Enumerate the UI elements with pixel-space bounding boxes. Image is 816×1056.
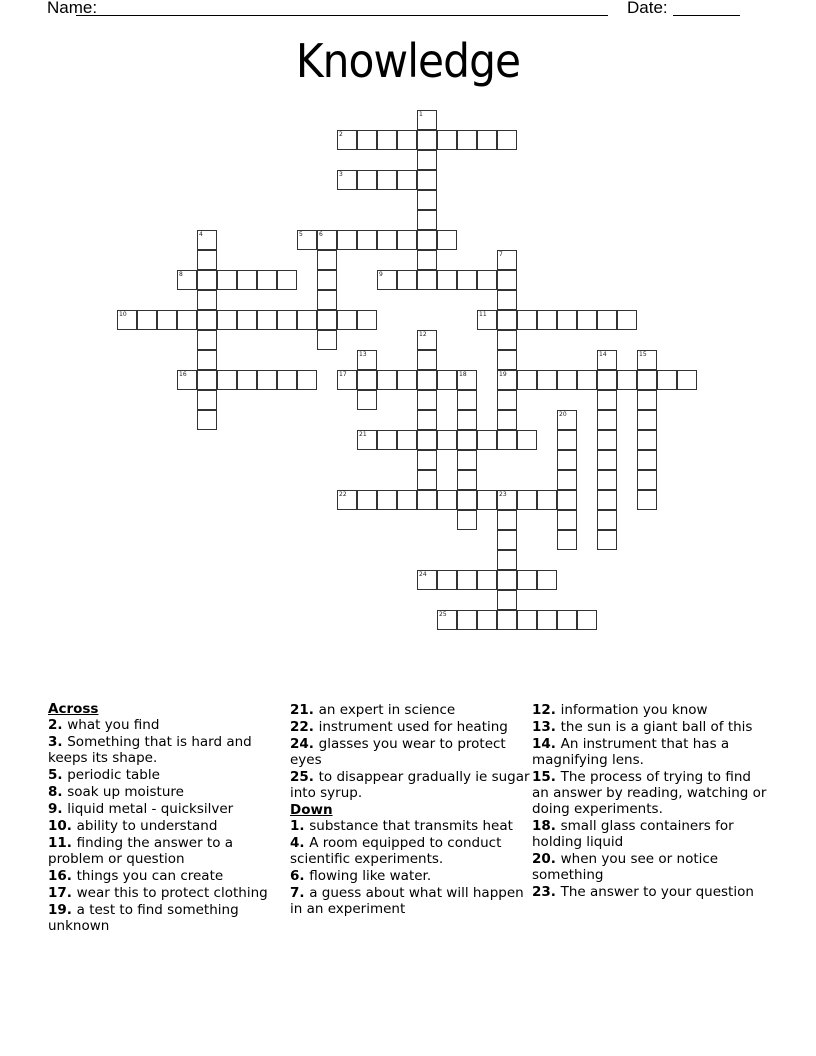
cell-number: 6: [319, 231, 323, 238]
grid-cell[interactable]: [377, 370, 397, 390]
grid-cell[interactable]: [357, 170, 377, 190]
grid-cell[interactable]: [597, 430, 617, 450]
grid-cell[interactable]: [657, 370, 677, 390]
grid-cell[interactable]: [277, 270, 297, 290]
across-clue: [48, 801, 278, 817]
grid-cell[interactable]: [417, 470, 437, 490]
grid-cell[interactable]: [637, 350, 657, 370]
clue-number: 8.: [48, 784, 68, 800]
clue-text: a test to find something unknown: [48, 902, 239, 934]
grid-cell[interactable]: [357, 490, 377, 510]
grid-cell[interactable]: [197, 390, 217, 410]
grid-cell[interactable]: [437, 570, 457, 590]
grid-cell[interactable]: [177, 370, 197, 390]
clue-text: a guess about what will happen in an experiment: [290, 885, 524, 917]
grid-cell[interactable]: [537, 370, 557, 390]
grid-cell[interactable]: [497, 350, 517, 370]
across-heading: Across: [48, 701, 99, 717]
clue-number: 21.: [290, 702, 319, 718]
grid-cell[interactable]: [457, 390, 477, 410]
cell-number: 2: [339, 131, 343, 138]
grid-cell[interactable]: [417, 230, 437, 250]
clue-number: 10.: [48, 818, 77, 834]
grid-cell[interactable]: [477, 610, 497, 630]
grid-cell[interactable]: [417, 570, 437, 590]
grid-cell[interactable]: [517, 370, 537, 390]
grid-cell[interactable]: [197, 410, 217, 430]
grid-cell[interactable]: [457, 570, 477, 590]
grid-cell[interactable]: [437, 490, 457, 510]
grid-cell[interactable]: [297, 310, 317, 330]
across-clue: [48, 835, 278, 867]
grid-cell[interactable]: [417, 110, 437, 130]
grid-cell[interactable]: [417, 350, 437, 370]
grid-cell[interactable]: [417, 130, 437, 150]
clues-column-1: [48, 700, 278, 935]
grid-cell[interactable]: [477, 310, 497, 330]
grid-cell[interactable]: [457, 130, 477, 150]
grid-cell[interactable]: [497, 610, 517, 630]
cell-number: 23: [499, 491, 507, 498]
clue-number: 16.: [48, 868, 77, 884]
clue-text: when you see or notice something: [532, 851, 719, 883]
grid-cell[interactable]: [377, 170, 397, 190]
clue-text: the sun is a giant ball of this: [560, 719, 753, 735]
date-label: Date:: [627, 0, 668, 17]
grid-cell[interactable]: [357, 390, 377, 410]
cell-number: 10: [119, 311, 127, 318]
cell-number: 22: [339, 491, 347, 498]
grid-cell[interactable]: [437, 130, 457, 150]
grid-cell[interactable]: [417, 210, 437, 230]
clue-text: soak up moisture: [67, 784, 184, 800]
grid-cell[interactable]: [457, 410, 477, 430]
down-clue: [290, 868, 530, 884]
clue-number: 20.: [532, 851, 561, 867]
cell-number: 25: [439, 611, 447, 618]
grid-cell[interactable]: [477, 490, 497, 510]
grid-cell[interactable]: [197, 330, 217, 350]
grid-cell[interactable]: [637, 470, 657, 490]
puzzle-title: Knowledge: [295, 34, 521, 88]
cell-number: 12: [419, 331, 427, 338]
grid-cell[interactable]: [517, 570, 537, 590]
cell-number: 3: [339, 171, 343, 178]
grid-cell[interactable]: [517, 310, 537, 330]
grid-cell[interactable]: [397, 270, 417, 290]
down-clue: [290, 885, 530, 917]
grid-cell[interactable]: [357, 430, 377, 450]
grid-cell[interactable]: [437, 610, 457, 630]
down-clue: [532, 818, 772, 850]
grid-cell[interactable]: [517, 610, 537, 630]
grid-cell[interactable]: [357, 130, 377, 150]
grid-cell[interactable]: [417, 170, 437, 190]
down-clue: [532, 702, 772, 718]
across-clue: [48, 734, 278, 766]
grid-cell[interactable]: [557, 490, 577, 510]
grid-cell[interactable]: [197, 250, 217, 270]
grid-cell[interactable]: [197, 270, 217, 290]
cell-number: 14: [599, 351, 607, 358]
grid-cell[interactable]: [337, 230, 357, 250]
clue-text: finding the answer to a problem or question: [48, 835, 234, 867]
grid-cell[interactable]: [117, 310, 137, 330]
grid-cell[interactable]: [197, 370, 217, 390]
grid-cell[interactable]: [477, 430, 497, 450]
clue-number: 22.: [290, 719, 319, 735]
clue-number: 25.: [290, 769, 319, 785]
grid-cell[interactable]: [417, 250, 437, 270]
grid-cell[interactable]: [597, 450, 617, 470]
grid-cell[interactable]: [597, 310, 617, 330]
crossword-grid: [117, 110, 717, 650]
clue-text: things you can create: [76, 868, 224, 884]
grid-cell[interactable]: [177, 270, 197, 290]
grid-cell[interactable]: [137, 310, 157, 330]
grid-cell[interactable]: [557, 430, 577, 450]
grid-cell[interactable]: [337, 130, 357, 150]
grid-cell[interactable]: [197, 310, 217, 330]
grid-cell[interactable]: [397, 130, 417, 150]
grid-cell[interactable]: [597, 390, 617, 410]
grid-cell[interactable]: [417, 370, 437, 390]
clues-column-3: [532, 702, 772, 901]
grid-cell[interactable]: [497, 550, 517, 570]
across-clue: [48, 868, 278, 884]
clue-text: small glass containers for holding liquid: [532, 818, 734, 850]
clue-number: 7.: [290, 885, 310, 901]
grid-cell[interactable]: [417, 430, 437, 450]
grid-cell[interactable]: [637, 450, 657, 470]
across-clue: [290, 702, 530, 718]
cell-number: 5: [299, 231, 303, 238]
clue-number: 5.: [48, 767, 68, 783]
grid-cell[interactable]: [637, 370, 657, 390]
grid-cell[interactable]: [417, 390, 437, 410]
grid-cell[interactable]: [477, 270, 497, 290]
grid-cell[interactable]: [417, 190, 437, 210]
grid-cell[interactable]: [337, 170, 357, 190]
clue-number: 3.: [48, 734, 68, 750]
clue-text: The answer to your question: [560, 884, 754, 900]
grid-cell[interactable]: [317, 310, 337, 330]
grid-cell[interactable]: [437, 430, 457, 450]
down-clue: [290, 818, 530, 834]
cell-number: 4: [199, 231, 203, 238]
grid-cell[interactable]: [377, 130, 397, 150]
clue-number: 4.: [290, 835, 310, 851]
across-clue: [48, 784, 278, 800]
across-clue: [48, 717, 278, 733]
worksheet-header: [0, 0, 816, 22]
grid-cell[interactable]: [597, 510, 617, 530]
grid-cell[interactable]: [497, 310, 517, 330]
grid-cell[interactable]: [517, 490, 537, 510]
cell-number: 24: [419, 571, 427, 578]
grid-cell[interactable]: [597, 470, 617, 490]
grid-cell[interactable]: [637, 410, 657, 430]
grid-cell[interactable]: [377, 270, 397, 290]
grid-cell[interactable]: [497, 370, 517, 390]
down-clue: [532, 719, 772, 735]
clue-number: 14.: [532, 736, 561, 752]
grid-cell[interactable]: [397, 370, 417, 390]
grid-cell[interactable]: [317, 250, 337, 270]
clue-text: to disappear gradually ie sugar into syrup.: [290, 769, 530, 801]
grid-cell[interactable]: [437, 270, 457, 290]
grid-cell[interactable]: [237, 370, 257, 390]
clue-text: glasses you wear to protect eyes: [290, 736, 506, 768]
grid-cell[interactable]: [557, 410, 577, 430]
grid-cell[interactable]: [617, 370, 637, 390]
clue-number: 15.: [532, 769, 561, 785]
grid-cell[interactable]: [157, 310, 177, 330]
grid-cell[interactable]: [257, 370, 277, 390]
grid-cell[interactable]: [517, 430, 537, 450]
grid-cell[interactable]: [197, 230, 217, 250]
grid-cell[interactable]: [497, 130, 517, 150]
grid-cell[interactable]: [497, 330, 517, 350]
grid-cell[interactable]: [377, 430, 397, 450]
clue-text: liquid metal - quicksilver: [67, 801, 234, 817]
clue-number: 23.: [532, 884, 561, 900]
grid-cell[interactable]: [497, 590, 517, 610]
clue-text: periodic table: [67, 767, 160, 783]
clues-column-2: [290, 702, 530, 918]
across-clue: [48, 818, 278, 834]
grid-cell[interactable]: [317, 330, 337, 350]
grid-cell[interactable]: [417, 410, 437, 430]
grid-cell[interactable]: [537, 570, 557, 590]
grid-cell[interactable]: [177, 310, 197, 330]
grid-cell[interactable]: [597, 490, 617, 510]
grid-cell[interactable]: [297, 230, 317, 250]
cell-number: 15: [639, 351, 647, 358]
grid-cell[interactable]: [617, 310, 637, 330]
clue-text: wear this to protect clothing: [76, 885, 268, 901]
clue-text: substance that transmits heat: [309, 818, 513, 834]
grid-cell[interactable]: [377, 230, 397, 250]
grid-cell[interactable]: [337, 490, 357, 510]
grid-cell[interactable]: [497, 570, 517, 590]
clue-text: instrument used for heating: [318, 719, 508, 735]
grid-cell[interactable]: [437, 230, 457, 250]
grid-cell[interactable]: [497, 290, 517, 310]
clue-text: A room equipped to conduct scientific experiments.: [290, 835, 502, 867]
cell-number: 21: [359, 431, 367, 438]
clue-number: 11.: [48, 835, 77, 851]
grid-cell[interactable]: [557, 450, 577, 470]
grid-cell[interactable]: [357, 310, 377, 330]
grid-cell[interactable]: [497, 490, 517, 510]
grid-cell[interactable]: [497, 270, 517, 290]
clue-text: The process of trying to find an answer by reading, watching or doing experiments.: [532, 769, 767, 817]
cell-number: 13: [359, 351, 367, 358]
across-clue: [48, 767, 278, 783]
grid-cell[interactable]: [357, 370, 377, 390]
grid-cell[interactable]: [537, 610, 557, 630]
grid-cell[interactable]: [497, 430, 517, 450]
across-clue: [48, 885, 278, 901]
across-clue: [290, 736, 530, 768]
cell-number: 9: [379, 271, 383, 278]
cell-number: 16: [179, 371, 187, 378]
clue-text: ability to understand: [76, 818, 218, 834]
grid-cell[interactable]: [197, 350, 217, 370]
down-clue: [532, 736, 772, 768]
grid-cell[interactable]: [357, 350, 377, 370]
grid-cell[interactable]: [397, 490, 417, 510]
grid-cell[interactable]: [637, 390, 657, 410]
cell-number: 19: [499, 371, 507, 378]
clue-text: Something that is hard and keeps its shape.: [48, 734, 252, 766]
grid-cell[interactable]: [557, 310, 577, 330]
cell-number: 1: [419, 111, 423, 118]
grid-cell[interactable]: [497, 250, 517, 270]
grid-cell[interactable]: [557, 470, 577, 490]
grid-cell[interactable]: [537, 490, 557, 510]
grid-cell[interactable]: [417, 490, 437, 510]
down-clue: [532, 851, 772, 883]
grid-cell[interactable]: [217, 270, 237, 290]
grid-cell[interactable]: [497, 390, 517, 410]
grid-cell[interactable]: [317, 290, 337, 310]
grid-cell[interactable]: [417, 270, 437, 290]
grid-cell[interactable]: [277, 370, 297, 390]
grid-cell[interactable]: [337, 370, 357, 390]
grid-cell[interactable]: [297, 370, 317, 390]
clue-text: an expert in science: [318, 702, 456, 718]
grid-cell[interactable]: [397, 170, 417, 190]
clue-number: 1.: [290, 818, 310, 834]
cell-number: 20: [559, 411, 567, 418]
grid-cell[interactable]: [457, 450, 477, 470]
grid-cell[interactable]: [597, 410, 617, 430]
grid-cell[interactable]: [677, 370, 697, 390]
grid-cell[interactable]: [577, 310, 597, 330]
grid-cell[interactable]: [557, 530, 577, 550]
cell-number: 11: [479, 311, 487, 318]
grid-cell[interactable]: [597, 370, 617, 390]
grid-cell[interactable]: [457, 490, 477, 510]
cell-number: 7: [499, 251, 503, 258]
clue-number: 12.: [532, 702, 561, 718]
clue-number: 13.: [532, 719, 561, 735]
grid-cell[interactable]: [457, 510, 477, 530]
down-clue: [532, 884, 772, 900]
grid-cell[interactable]: [257, 310, 277, 330]
grid-cell[interactable]: [217, 310, 237, 330]
grid-cell[interactable]: [637, 490, 657, 510]
cell-number: 8: [179, 271, 183, 278]
clue-number: 17.: [48, 885, 77, 901]
grid-cell[interactable]: [217, 370, 237, 390]
grid-cell[interactable]: [237, 310, 257, 330]
grid-cell[interactable]: [357, 230, 377, 250]
grid-cell[interactable]: [497, 510, 517, 530]
grid-cell[interactable]: [377, 490, 397, 510]
grid-cell[interactable]: [537, 310, 557, 330]
grid-cell[interactable]: [317, 270, 337, 290]
grid-cell[interactable]: [577, 370, 597, 390]
across-clue: [290, 769, 530, 801]
clue-text: what you find: [67, 717, 160, 733]
grid-cell[interactable]: [237, 270, 257, 290]
across-clue: [48, 902, 278, 934]
grid-cell[interactable]: [397, 430, 417, 450]
grid-cell[interactable]: [417, 330, 437, 350]
down-heading: Down: [290, 802, 333, 818]
clue-text: information you know: [560, 702, 708, 718]
grid-cell[interactable]: [457, 370, 477, 390]
cell-number: 17: [339, 371, 347, 378]
grid-cell[interactable]: [337, 310, 357, 330]
grid-cell[interactable]: [597, 530, 617, 550]
grid-cell[interactable]: [557, 610, 577, 630]
clue-number: 9.: [48, 801, 68, 817]
clue-text: flowing like water.: [309, 868, 432, 884]
grid-cell[interactable]: [277, 310, 297, 330]
grid-cell[interactable]: [417, 450, 437, 470]
grid-cell[interactable]: [477, 130, 497, 150]
cell-number: 18: [459, 371, 467, 378]
grid-cell[interactable]: [317, 230, 337, 250]
clue-text: An instrument that has a magnifying lens.: [532, 736, 730, 768]
grid-cell[interactable]: [457, 610, 477, 630]
grid-cell[interactable]: [257, 270, 277, 290]
grid-cell[interactable]: [457, 470, 477, 490]
grid-cell[interactable]: [477, 570, 497, 590]
grid-cell[interactable]: [597, 350, 617, 370]
clue-number: 19.: [48, 902, 77, 918]
down-clue: [532, 769, 772, 817]
clue-number: 2.: [48, 717, 68, 733]
grid-cell[interactable]: [637, 430, 657, 450]
grid-cell[interactable]: [457, 430, 477, 450]
name-field[interactable]: [76, 15, 608, 16]
clue-number: 18.: [532, 818, 561, 834]
grid-cell[interactable]: [437, 370, 457, 390]
grid-cell[interactable]: [577, 610, 597, 630]
grid-cell[interactable]: [397, 230, 417, 250]
grid-cell[interactable]: [417, 150, 437, 170]
grid-cell[interactable]: [557, 510, 577, 530]
grid-cell[interactable]: [497, 410, 517, 430]
clue-number: 24.: [290, 736, 319, 752]
grid-cell[interactable]: [457, 270, 477, 290]
across-clue: [290, 719, 530, 735]
grid-cell[interactable]: [557, 370, 577, 390]
name-label: Name:: [47, 0, 98, 17]
date-field[interactable]: [673, 15, 740, 16]
grid-cell[interactable]: [197, 290, 217, 310]
grid-cell[interactable]: [497, 530, 517, 550]
clue-number: 6.: [290, 868, 310, 884]
down-clue: [290, 835, 530, 867]
